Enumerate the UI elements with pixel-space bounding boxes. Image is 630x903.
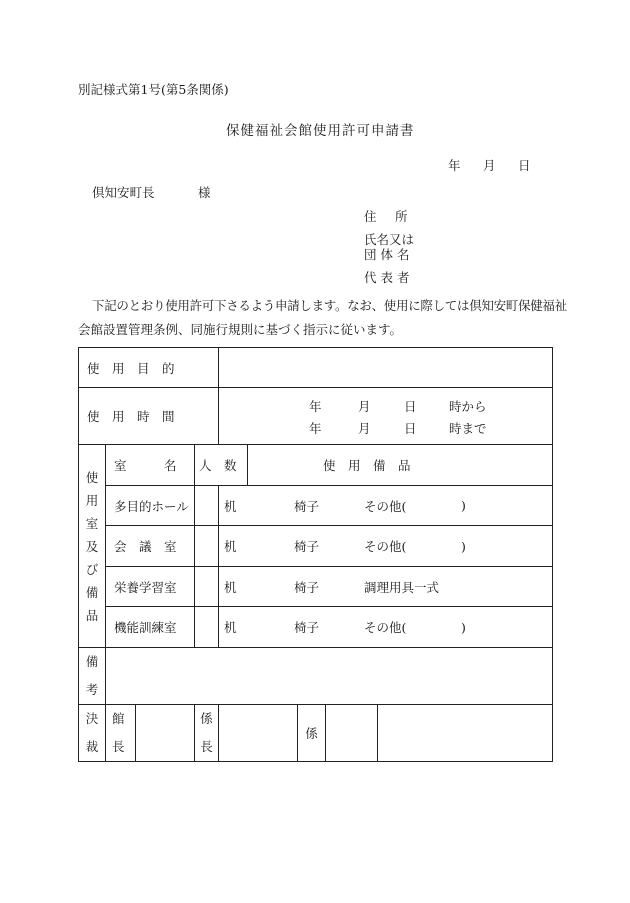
equipment-other: その他( [364, 539, 407, 554]
rooms-label-char: 室 [85, 515, 99, 531]
equipment-cell [219, 567, 553, 607]
rooms-label [79, 466, 105, 627]
equipment-desk: 机 [224, 579, 237, 595]
room-name: 栄養学習室 [114, 579, 177, 595]
name-label-line2: 団 体 名 [364, 247, 410, 262]
equipment-other: その他( [364, 498, 407, 514]
people-cell[interactable] [195, 567, 219, 607]
equipment-desk: 机 [224, 498, 237, 514]
time-to-month: 月 [358, 421, 371, 436]
equipment-chair: 椅子 [294, 498, 320, 514]
approval-label-char: 裁 [85, 739, 99, 754]
remarks-row [79, 648, 553, 705]
time-row [79, 388, 553, 445]
equipment-cooking-set: 調理用具一式 [364, 579, 440, 595]
time-to-hour: 時まで [449, 421, 487, 436]
remarks-label-char: 備 [85, 654, 99, 669]
room-name-cell [106, 607, 195, 648]
rooms-label-char: 及 [85, 538, 99, 554]
staff-label: 係 [305, 726, 318, 741]
staff-label-cell [298, 705, 326, 762]
time-input-cell[interactable] [219, 388, 553, 445]
chief-label-char: 長 [200, 739, 213, 754]
room-name: 会 議 室 [114, 539, 177, 554]
people-cell[interactable] [195, 607, 219, 648]
date-month: 月 [483, 158, 496, 173]
date-year: 年 [448, 158, 461, 173]
chief-stamp-cell[interactable] [219, 705, 298, 762]
equipment-cell [219, 486, 553, 526]
director-label-char: 館 [112, 711, 125, 726]
room-row [79, 607, 553, 648]
approval-label-cell [79, 705, 106, 762]
purpose-label-cell [79, 348, 219, 388]
time-from-year: 年 [309, 399, 322, 414]
time-from-hour: 時から [449, 399, 487, 414]
name-label-line1: 氏名又は [364, 232, 415, 247]
approval-label [79, 705, 105, 761]
equipment-chair: 椅子 [294, 539, 320, 554]
director-label-cell [106, 705, 136, 762]
room-name-header-cell [106, 445, 195, 486]
room-row [79, 486, 553, 526]
purpose-input-cell[interactable] [219, 348, 553, 388]
rooms-label-char: 品 [85, 607, 99, 623]
remarks-label-cell [79, 648, 106, 705]
room-name-cell [106, 526, 195, 567]
equipment-other-close: ) [461, 498, 466, 513]
equipment-cell [219, 607, 553, 648]
room-name-header: 室 名 [114, 458, 177, 473]
form-number: 別記様式第1号(第5条関係) [78, 82, 229, 97]
time-label-cell [79, 388, 219, 445]
purpose-row [79, 348, 553, 388]
remarks-input-cell[interactable] [106, 648, 553, 705]
rooms-label-cell [79, 445, 106, 648]
people-header-cell [195, 445, 248, 486]
room-name: 多目的ホール [114, 498, 189, 514]
equipment-header-cell [248, 445, 553, 486]
room-row [79, 526, 553, 567]
addressee: 倶知安町長 [92, 185, 155, 200]
equipment-other-close: ) [461, 538, 466, 554]
address-label: 住 所 [364, 209, 411, 224]
intro-line-2: 会館設置管理条例、同施行規則に基づく指示に従います。 [78, 322, 403, 337]
equipment-desk: 机 [224, 620, 237, 635]
rooms-label-char: 用 [85, 492, 99, 508]
chief-label [195, 705, 218, 761]
people-cell[interactable] [195, 526, 219, 567]
equipment-header: 使 用 備 品 [323, 458, 411, 473]
time-to-year: 年 [309, 421, 322, 436]
purpose-label: 使 用 目 的 [87, 360, 175, 376]
remarks-label-char: 考 [85, 682, 99, 697]
form-title: 保健福祉会館使用許可申請書 [226, 123, 415, 139]
approval-label-char: 決 [85, 711, 99, 726]
staff-stamp-cell[interactable] [326, 705, 378, 762]
representative-label: 代 表 者 [364, 270, 410, 285]
people-header: 人 数 [199, 458, 237, 473]
approval-blank-cell [378, 705, 553, 762]
chief-label-cell [195, 705, 219, 762]
equipment-other: その他( [364, 620, 407, 635]
intro-line-1: 下記のとおり使用許可下さるよう申請します。なお、使用に際しては倶知安町保健福祉 [92, 298, 567, 313]
approval-row [79, 705, 553, 762]
director-stamp-cell[interactable] [136, 705, 195, 762]
time-from-day: 日 [404, 399, 417, 414]
honorific: 様 [198, 185, 211, 200]
director-label-char: 長 [112, 739, 125, 754]
room-name-cell [106, 567, 195, 607]
chief-label-char: 係 [200, 711, 213, 726]
remarks-label [79, 648, 105, 704]
equipment-other-close: ) [461, 619, 466, 635]
rooms-label-char: 使 [85, 469, 99, 485]
equipment-cell [219, 526, 553, 567]
room-name: 機能訓練室 [114, 620, 177, 635]
rooms-header-row [79, 445, 553, 486]
rooms-label-char: 備 [85, 584, 99, 600]
equipment-chair: 椅子 [294, 579, 320, 595]
time-to-day: 日 [404, 421, 417, 436]
rooms-label-char: び [85, 561, 99, 577]
room-name-cell [106, 486, 195, 526]
date-day: 日 [518, 158, 531, 173]
equipment-desk: 机 [224, 539, 237, 554]
time-from-month: 月 [358, 399, 371, 414]
director-label [106, 705, 135, 761]
application-table [78, 347, 553, 762]
equipment-chair: 椅子 [294, 620, 320, 635]
people-cell[interactable] [195, 486, 219, 526]
time-label: 使 用 時 間 [87, 409, 175, 424]
room-row [79, 567, 553, 607]
